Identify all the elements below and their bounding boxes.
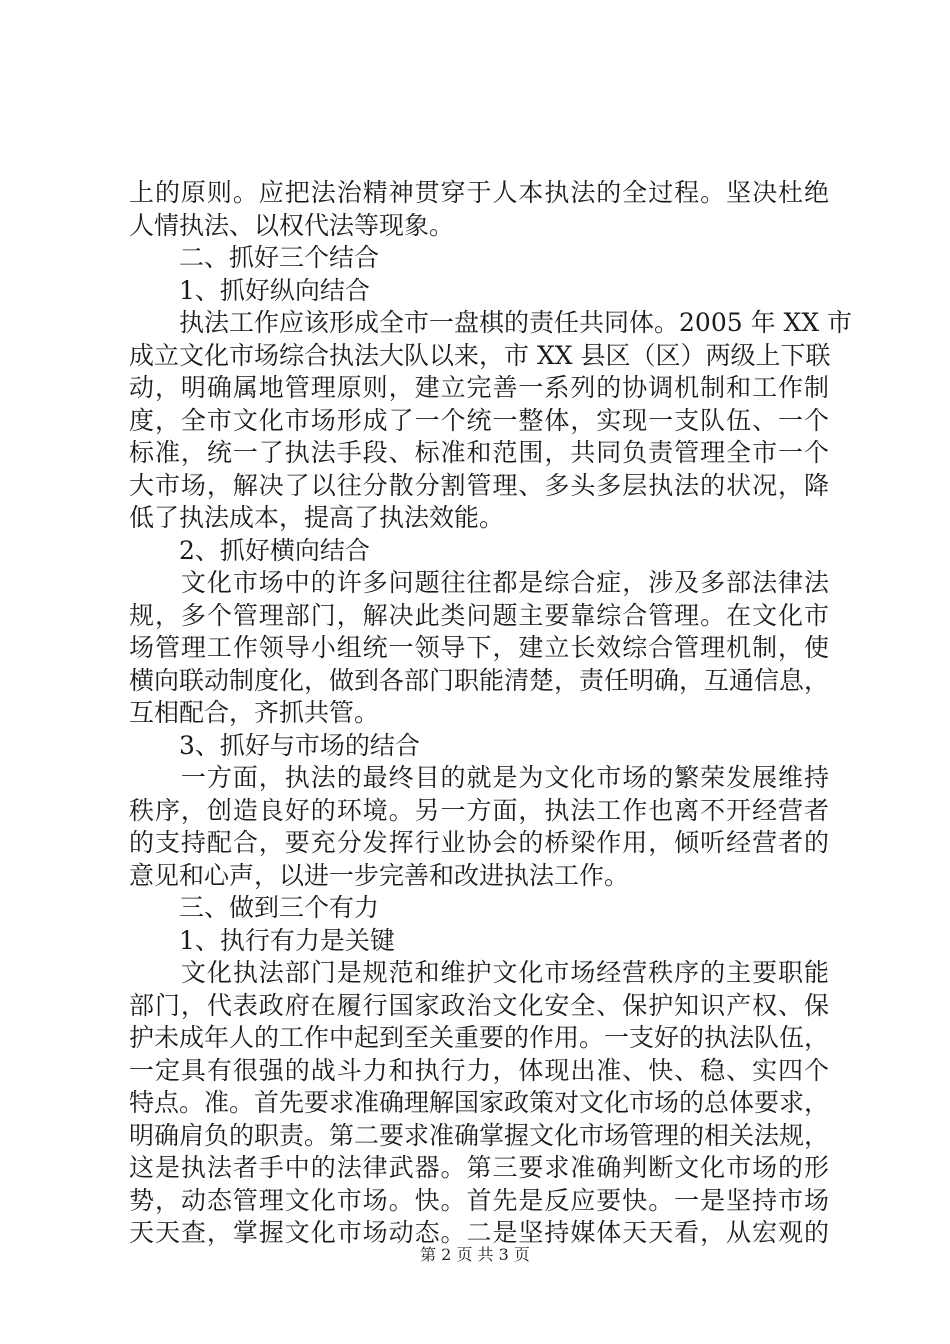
body-text (129, 177, 853, 1250)
text-line: 1、抓好纵向结合 (129, 275, 370, 305)
text-line: 文化执法部门是规范和维护文化市场经营秩序的主要职能 (129, 958, 829, 987)
text-line: 文化市场中的许多问题往往都是综合症，涉及多部法律法 (129, 568, 829, 597)
text-line: 大市场，解决了以往分散分割管理、多头多层执法的状况，降 (129, 470, 829, 500)
text-line: 意见和心声，以进一步完善和改进执法工作。 (129, 860, 630, 890)
text-line: 这是执法者手中的法律武器。第三要求准确判断文化市场的形 (129, 1153, 829, 1182)
text-line: 3、抓好与市场的结合 (129, 730, 420, 760)
text-line: 低了执法成本，提高了执法效能。 (129, 503, 505, 532)
text-line: 度，全市文化市场形成了一个统一整体，实现一支队伍、一个 (129, 405, 829, 435)
text-line: 1、执行有力是关键 (129, 925, 395, 955)
text-line: 势，动态管理文化市场。快。首先是反应要快。一是坚持市场 (129, 1185, 829, 1215)
text-line: 二、抓好三个结合 (129, 243, 380, 272)
text-line: 天天查，掌握文化市场动态。二是坚持媒体天天看，从宏观的 (129, 1218, 829, 1247)
text-line: 2、抓好横向结合 (129, 535, 370, 565)
text-line: 一定具有很强的战斗力和执行力，体现出准、快、稳、实四个 (129, 1055, 829, 1085)
text-line: 执法工作应该形成全市一盘棋的责任共同体。2005 年 XX 市 (129, 308, 853, 337)
text-line: 部门，代表政府在履行国家政治文化安全、保护知识产权、保 (129, 990, 829, 1020)
text-line: 场管理工作领导小组统一领导下，建立长效综合管理机制，使 (129, 633, 829, 662)
text-line: 秩序，创造良好的环境。另一方面，执法工作也离不开经营者 (129, 795, 829, 825)
text-line: 横向联动制度化，做到各部门职能清楚，责任明确，互通信息， (129, 665, 830, 695)
text-line: 标准，统一了执法手段、标准和范围，共同负责管理全市一个 (129, 438, 829, 467)
text-line: 成立文化市场综合执法大队以来，市 XX 县区（区）两级上下联 (129, 340, 831, 370)
page-footer: 第 2 页 共 3 页 (420, 1245, 530, 1264)
text-line: 特点。准。首先要求准确理解国家政策对文化市场的总体要求， (129, 1088, 830, 1117)
text-line: 上的原则。应把法治精神贯穿于人本执法的全过程。坚决杜绝 (129, 178, 829, 207)
text-line: 的支持配合，要充分发挥行业协会的桥梁作用，倾听经营者的 (129, 828, 829, 857)
text-line: 动，明确属地管理原则，建立完善一系列的协调机制和工作制 (129, 373, 829, 402)
text-line: 一方面，执法的最终目的就是为文化市场的繁荣发展维持 (129, 763, 829, 792)
text-line: 人情执法、以权代法等现象。 (129, 210, 455, 240)
text-line: 明确肩负的职责。第二要求准确掌握文化市场管理的相关法规， (129, 1120, 830, 1150)
text-line: 互相配合，齐抓共管。 (129, 698, 380, 727)
text-line: 三、做到三个有力 (129, 893, 380, 922)
text-line: 规，多个管理部门，解决此类问题主要靠综合管理。在文化市 (129, 600, 829, 630)
text-line: 护未成年人的工作中起到至关重要的作用。一支好的执法队伍， (129, 1023, 830, 1052)
